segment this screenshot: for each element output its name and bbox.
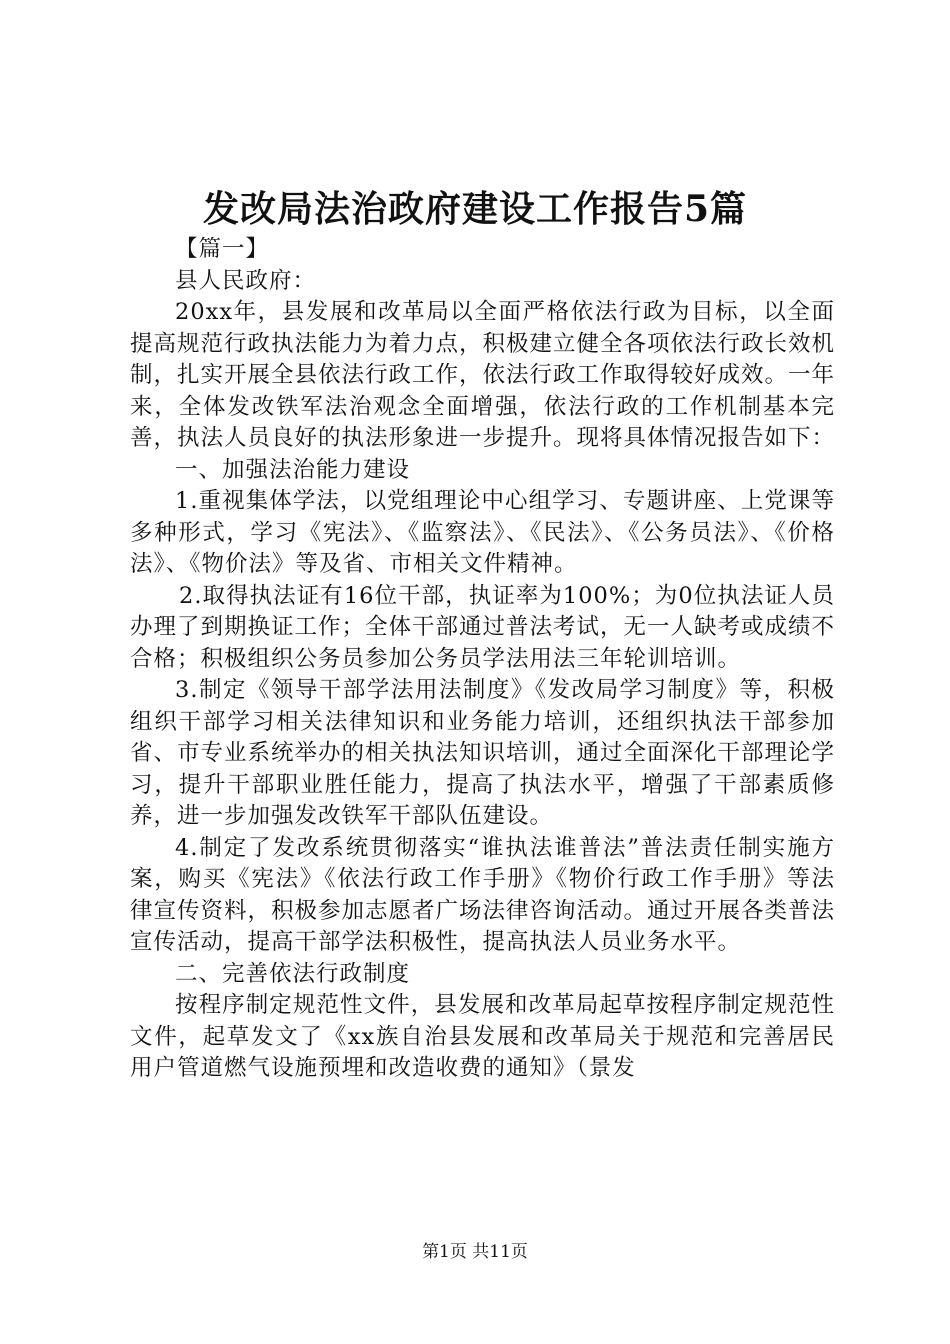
paragraph-section-two: 按程序制定规范性文件，县发展和改革局起草按程序制定规范性文件，起草发文了《xx族自治县发展和改革局关于规范和完善居民用户管道燃气设施预埋和改造收费的通知》（景发 (130, 992, 835, 1081)
heading-section-two: 二、完善依法行政制度 (175, 960, 411, 987)
document-title: 发改局法治政府建设工作报告5篇 (202, 188, 748, 230)
salutation: 县人民政府： (175, 267, 317, 294)
paragraph-intro: 20xx年，县发展和改革局以全面严格依法行政为目标，以全面提高规范行政执法能力为着力点，积极建立健全各项依法行政长效机制，扎实开展全县依法行政工作，依法行政工作取得较好成效。一年来，全体发改铁军法治观念全面增强，依法行政的工作机制基本完善，执法人员良好的执法形象进一步提升。现将具体情况报告如下： (130, 299, 836, 451)
paragraph-item-3: 3.制定《领导干部学法用法制度》《发改局学习制度》等，积极组织干部学习相关法律知识和业务能力培训，还组织执法干部参加省、市专业系统举办的相关执法知识培训，通过全面深化干部理论学习，提升干部职业胜任能力，提高了执法水平，增强了干部素质修养，进一步加强发改铁军干部队伍建设。 (130, 677, 836, 829)
paragraph-item-2: 2.取得执法证有16位干部，执证率为100%；为0位执法证人员办理了到期换证工作；全体干部通过普法考试，无一人缺考或成绩不合格；积极组织公务员参加公务员学法用法三年轮训培训。 (130, 582, 836, 672)
heading-section-one: 一、加强法治能力建设 (175, 456, 411, 483)
paragraph-item-1: 1.重视集体学法，以党组理论中心组学习、专题讲座、上党课等多种形式，学习《宪法》、《监察法》、《民法》、《公务员法》、《价格法》、《物价法》等及省、市相关文件精神。 (130, 488, 835, 577)
section-label: 【篇一】 (175, 236, 270, 262)
page-number: 第1页 共11页 (422, 1242, 528, 1262)
paragraph-item-4: 4.制定了发改系统贯彻落实“谁执法谁普法”普法责任制实施方案，购买《宪法》《依法行政工作手册》《物价行政工作手册》等法律宣传资料，积极参加志愿者广场法律咨询活动。通过开展各类普法宣传活动，提高干部学法积极性，提高执法人员业务水平。 (130, 834, 836, 955)
document-body (130, 234, 835, 1085)
